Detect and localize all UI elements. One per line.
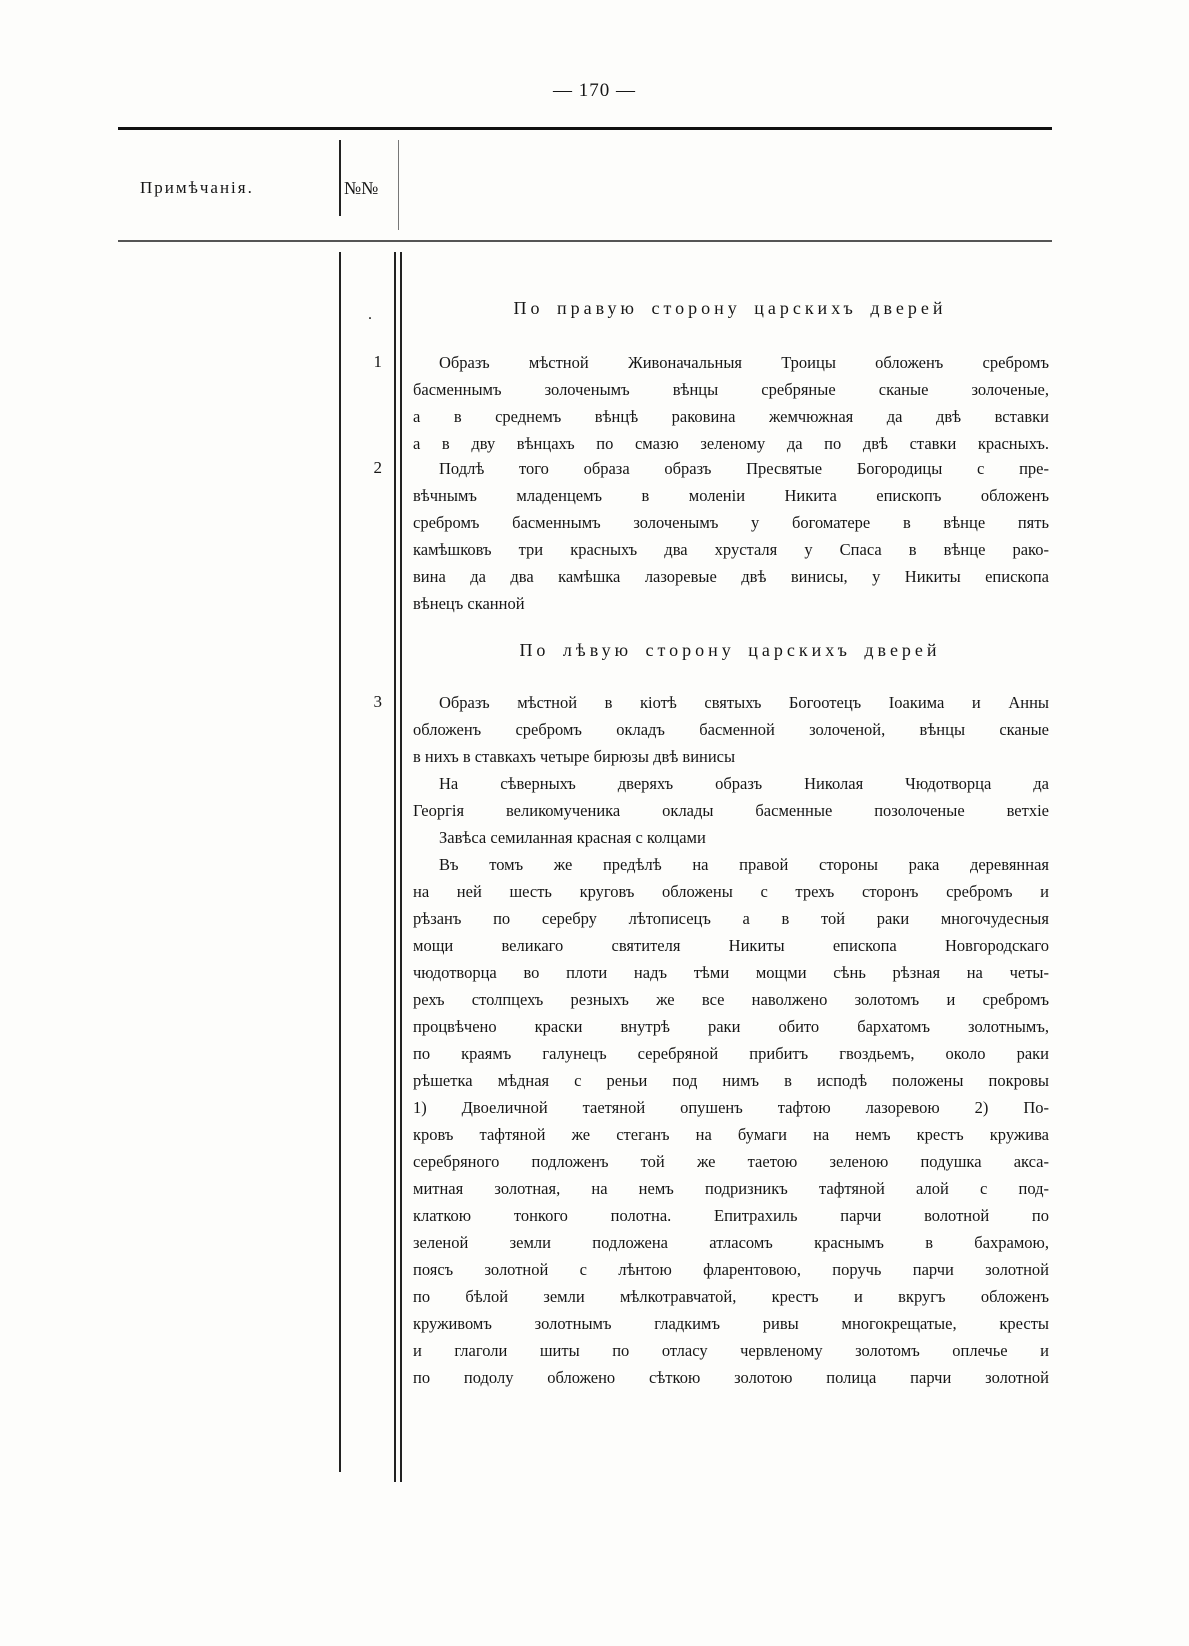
entry-text <box>413 349 1049 457</box>
text-line: в нихъ в ставкахъ четыре бирюзы двѣ винисы <box>413 747 736 766</box>
text-line: по подолу обложено сѣткою золотою полица парчи золотной <box>413 1368 1049 1387</box>
text-line: по бѣлой земли мѣлкотравчатой, крестъ и вкругъ обложенъ <box>413 1287 1049 1306</box>
text-line: а в дву вѣнцахъ по смазю зеленому да по двѣ ставки красныхъ. <box>413 434 1049 453</box>
text-line: Образъ мѣстной Живоначальныя Троицы обложенъ сребромъ <box>439 353 1049 372</box>
text-line: рѣшетка мѣдная с реньи под нимъ в исподѣ положены покровы <box>413 1071 1049 1090</box>
text-line: сребромъ басменнымъ золоченымъ у богоматере в вѣнце пять <box>413 513 1049 532</box>
text-line: На сѣверныхъ дверяхъ образъ Николая Чюдотворца да <box>439 774 1049 793</box>
text-line: круживомъ золотнымъ гладкимъ ривы многокрещатые, кресты <box>413 1314 1049 1333</box>
entry-text <box>413 455 1049 617</box>
section-title: По правую сторону царскихъ дверей <box>513 298 947 318</box>
text-line: Въ томъ же предѣлѣ на правой стороны рака деревянная <box>439 855 1049 874</box>
entry-text <box>413 824 1049 851</box>
text-line: чюдотворца во плоти надъ тѣми мощми сѣнь рѣзная на четы- <box>413 963 1049 982</box>
text-line: поясъ золотной с лѣнтою фларентовою, поручь парчи золотной <box>413 1260 1049 1279</box>
text-line: вѣнецъ сканной <box>413 594 525 613</box>
text-line: вѣчнымъ младенцемъ в моленіи Никита епископъ обложенъ <box>413 486 1049 505</box>
text-line: и глаголи шиты по отласу червленому золотомъ оплечье и <box>413 1341 1049 1360</box>
text-line: Подлѣ того образа образъ Пресвятые Богородицы с пре- <box>439 459 1049 478</box>
text-line: обложенъ сребромъ окладъ басменной золоченой, вѣнцы сканые <box>413 720 1049 739</box>
text-line: клаткою тонкого полотна. Епитрахиль парчи волотной по <box>413 1206 1049 1225</box>
text-line: мощи великаго святителя Никиты епископа Новгородскаго <box>413 936 1049 955</box>
entry-number: 3 <box>373 692 382 711</box>
text-line: по краямъ галунецъ серебряной прибитъ гвоздьемъ, около раки <box>413 1044 1049 1063</box>
text-line: а в среднемъ вѣнцѣ раковина жемчюжная да двѣ вставки <box>413 407 1049 426</box>
text-line: басменнымъ золоченымъ вѣнцы сребряные сканые золоченые, <box>413 380 1049 399</box>
text-line: Георгія великомученика оклады басменные позолоченые ветхіе <box>413 801 1049 820</box>
text-line: процвѣчено краски внутрѣ раки обито бархатомъ золотнымъ, <box>413 1017 1049 1036</box>
text-line: на ней шесть круговъ обложены с трехъ сторонъ сребромъ и <box>413 882 1049 901</box>
entry-number: 1 <box>373 352 382 371</box>
text-line: 1) Двоеличной таетяной опушенъ тафтою лазоревою 2) По- <box>413 1098 1049 1117</box>
text-line: Образъ мѣстной в кіотѣ святыхъ Богоотецъ Іоакима и Анны <box>439 693 1049 712</box>
margin-mark: . <box>368 306 372 323</box>
entry-text <box>413 851 1049 1391</box>
text-line: серебряного подложенъ той же таетою зеленою подушка акса- <box>413 1152 1049 1171</box>
text-line: кровъ тафтяной же стеганъ на бумаги на немъ крестъ кружива <box>413 1125 1049 1144</box>
section-title: По лѣвую сторону царскихъ дверей <box>519 640 941 660</box>
text-line: рѣзанъ по серебру лѣтописецъ а в той раки многочудесныя <box>413 909 1049 928</box>
text-line: Завѣса семиланная красная с колцами <box>439 828 706 847</box>
text-line: зеленой земли подложена атласомъ краснымъ в бахрамою, <box>413 1233 1049 1252</box>
entry-number: 2 <box>373 458 382 477</box>
text-line: рехъ столпцехъ резныхъ же все наволжено золотомъ и сребромъ <box>413 990 1049 1009</box>
text-line: митная золотная, на немъ подризникъ тафтяной алой с под- <box>413 1179 1049 1198</box>
text-line: камѣшковъ три красныхъ два хрусталя у Спаса в вѣнце рако- <box>413 540 1049 559</box>
page-number: — 170 — <box>553 80 636 101</box>
notes-column-header: Примѣчанія. <box>140 178 254 197</box>
numbers-column-header: №№ <box>344 178 379 198</box>
text-line: вина да два камѣшка лазоревые двѣ винисы, у Никиты епископа <box>413 567 1049 586</box>
entry-text <box>413 770 1049 824</box>
entry-text <box>413 689 1049 770</box>
